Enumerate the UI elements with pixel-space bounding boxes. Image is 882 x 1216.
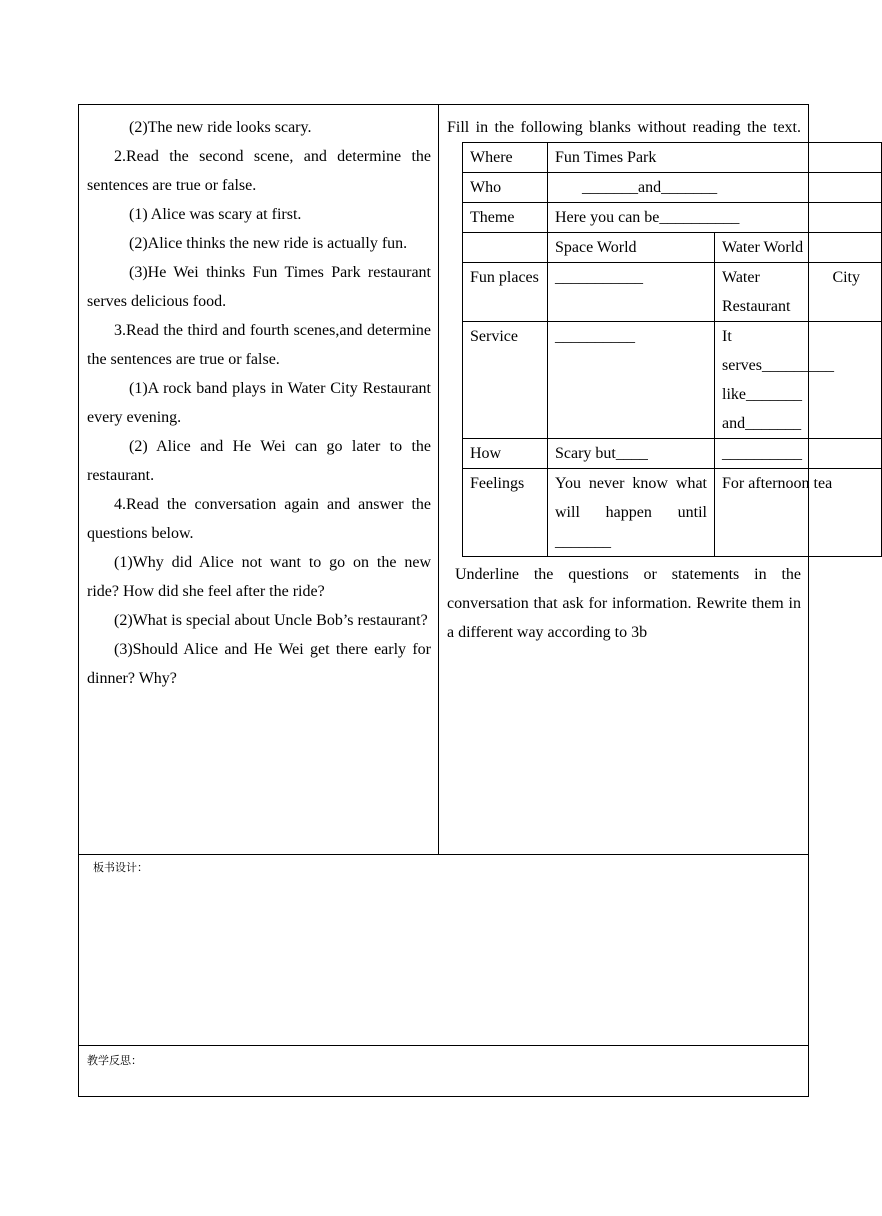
theme-row bbox=[463, 203, 882, 233]
info-table-wrap bbox=[431, 142, 860, 557]
who-label: Who bbox=[463, 173, 548, 203]
lesson-plan-table bbox=[78, 104, 860, 1097]
water-world-header: Water World bbox=[715, 233, 882, 263]
activities-row bbox=[79, 105, 809, 855]
theme-value[interactable]: Here you can be__________ bbox=[548, 203, 882, 233]
park-info-table bbox=[462, 142, 882, 557]
fill-blanks-cell bbox=[439, 105, 860, 855]
reading-tasks-cell bbox=[79, 105, 439, 855]
service-row bbox=[463, 322, 882, 439]
task-line: (1)A rock band plays in Water City Restaurant every evening. bbox=[87, 380, 431, 426]
reflection-row bbox=[79, 1046, 809, 1097]
feelings-label: Feelings bbox=[463, 469, 548, 557]
task-line: (1) Alice was scary at first. bbox=[129, 206, 302, 223]
how-row bbox=[463, 439, 882, 469]
feelings-row bbox=[463, 469, 882, 557]
underline-task bbox=[439, 557, 808, 647]
theme-label: Theme bbox=[463, 203, 548, 233]
reflection-label: 教学反思： bbox=[87, 1054, 142, 1067]
task-line: (2)Alice thinks the new ride is actually fun. bbox=[129, 235, 408, 252]
task-line: 2.Read the second scene, and determine the sentences are true or false. bbox=[87, 148, 431, 194]
where-label: Where bbox=[463, 143, 548, 173]
who-blank[interactable]: _______and_______ bbox=[582, 179, 718, 196]
how-water-blank[interactable]: __________ bbox=[715, 439, 882, 469]
task-line: (2)What is special about Uncle Bob’s restaurant? bbox=[114, 612, 428, 629]
fun-space-blank[interactable]: ___________ bbox=[548, 263, 715, 322]
task-line: (2) Alice and He Wei can go later to the restaurant. bbox=[87, 438, 431, 484]
task-line: (3)Should Alice and He Wei get there early for dinner? Why? bbox=[87, 641, 431, 687]
feelings-water-value: For afternoon tea bbox=[715, 469, 882, 557]
underline-instruction: Underline the questions or statements in the conversation that ask for information. Rewrite them in a different way according to 3b bbox=[447, 566, 801, 641]
space-world-header: Space World bbox=[548, 233, 715, 263]
how-label: How bbox=[463, 439, 548, 469]
task-line: (3)He Wei thinks Fun Times Park restaurant serves delicious food. bbox=[87, 264, 431, 310]
how-space-value[interactable]: Scary but____ bbox=[548, 439, 715, 469]
where-row bbox=[463, 143, 882, 173]
instruction-text: Fill in the following blanks without reading the text. bbox=[447, 119, 801, 136]
service-water-value[interactable]: It serves_________ like_______ and_______ bbox=[715, 322, 882, 439]
where-value: Fun Times Park bbox=[548, 143, 882, 173]
fun-places-label: Fun places bbox=[463, 263, 548, 322]
board-design-label: 板书设计： bbox=[93, 861, 148, 874]
fun-water-value: Water City Restaurant bbox=[715, 263, 882, 322]
board-design-row bbox=[79, 855, 809, 1046]
who-row bbox=[463, 173, 882, 203]
service-space-blank[interactable]: __________ bbox=[548, 322, 715, 439]
fill-blanks-intro bbox=[439, 105, 808, 142]
task-line: 3.Read the third and fourth scenes,and determine the sentences are true or false. bbox=[87, 322, 431, 368]
service-label: Service bbox=[463, 322, 548, 439]
world-header-row bbox=[463, 233, 882, 263]
feelings-space-value[interactable]: You never know what will happen until _______ bbox=[548, 469, 715, 557]
task-line: (1)Why did Alice not want to go on the new ride? How did she feel after the ride? bbox=[87, 554, 431, 600]
board-design-cell bbox=[79, 855, 809, 1046]
task-line: (2)The new ride looks scary. bbox=[129, 119, 312, 136]
reading-tasks bbox=[79, 105, 438, 693]
empty-header-cell bbox=[463, 233, 548, 263]
fun-places-row bbox=[463, 263, 882, 322]
who-value bbox=[548, 173, 882, 203]
reflection-cell bbox=[79, 1046, 809, 1097]
task-line: 4.Read the conversation again and answer the questions below. bbox=[87, 496, 431, 542]
